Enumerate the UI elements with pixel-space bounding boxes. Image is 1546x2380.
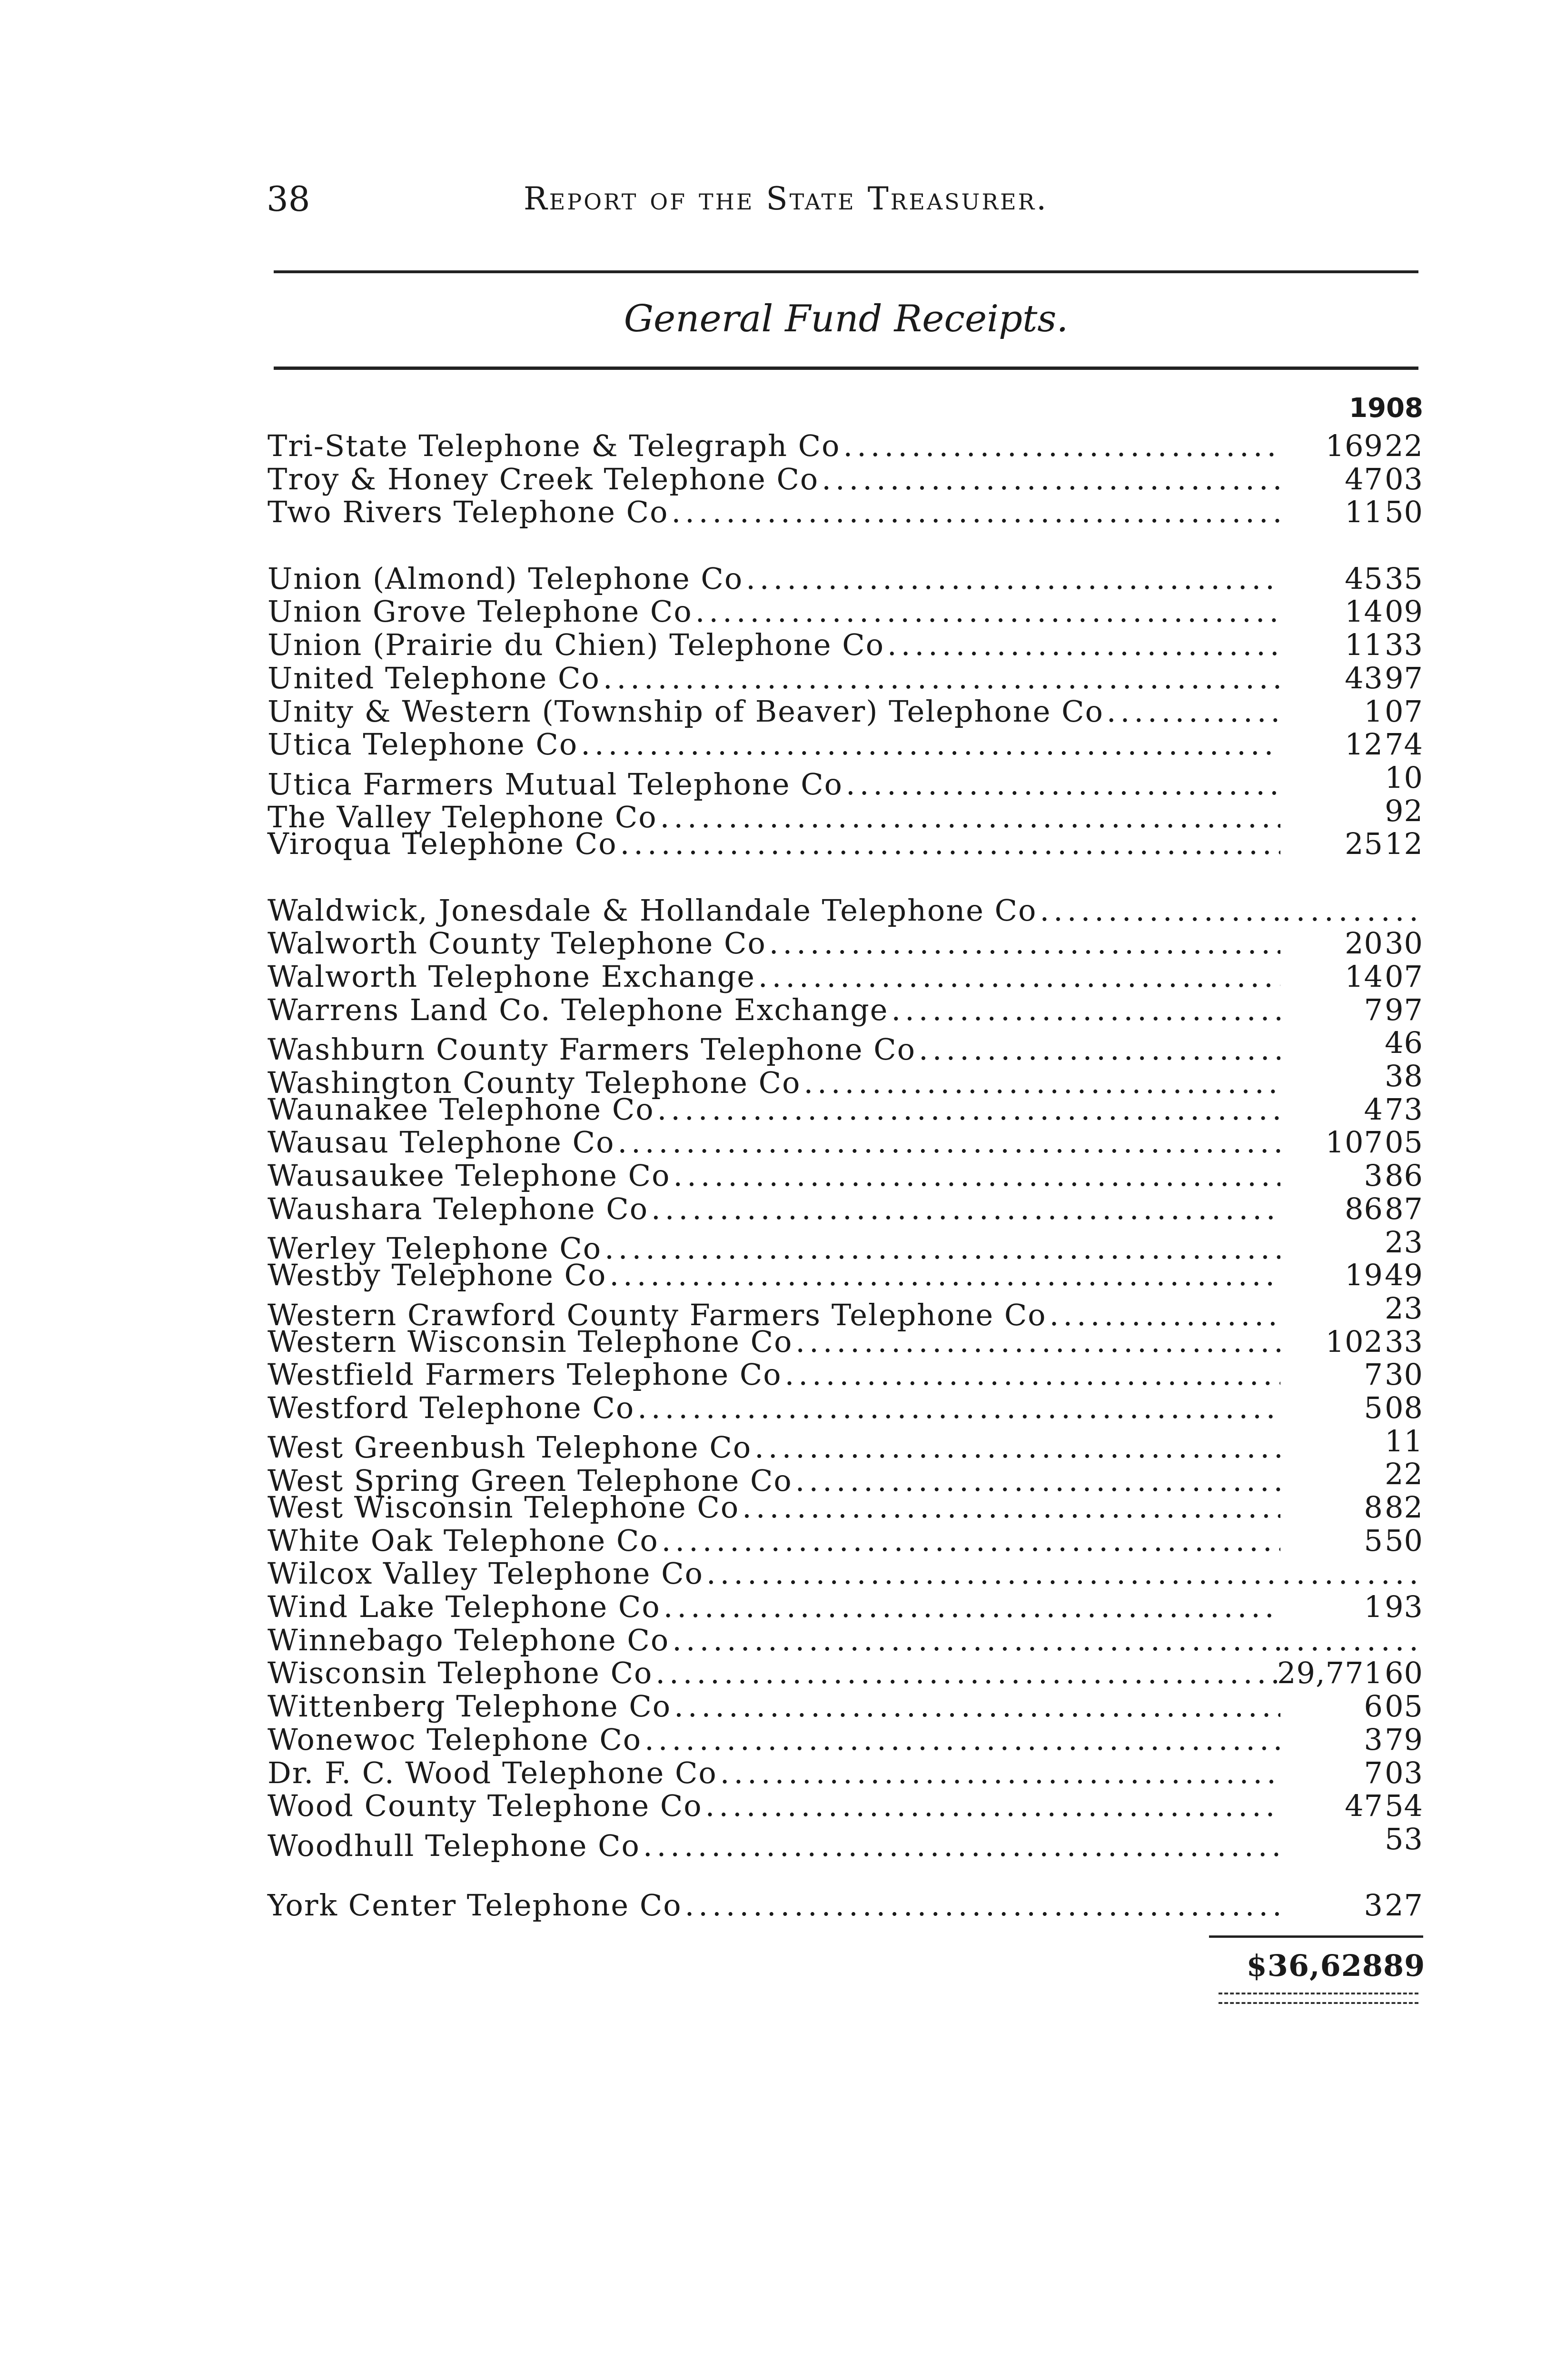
company-name: The Valley Telephone Co (268, 800, 657, 835)
dot-leader (651, 1192, 1280, 1226)
table-row (268, 1624, 1423, 1657)
table-row (268, 1491, 1423, 1524)
table-row (268, 1290, 1423, 1332)
amount (1280, 1358, 1423, 1391)
dot-leader (887, 628, 1280, 662)
amount-cents: 33 (1385, 627, 1423, 663)
company-name: Troy & Honey Creek Telephone Co (268, 461, 819, 496)
amount (1280, 562, 1423, 595)
table-row (268, 1889, 1423, 1922)
amount-cents: 97 (1385, 660, 1423, 695)
amount-nil: .......... (1281, 1622, 1423, 1657)
amount-dollars: 5 (1364, 1390, 1383, 1425)
dot-leader (671, 496, 1280, 529)
amount-dollars: 1 (1364, 1589, 1383, 1625)
table-row (268, 1590, 1423, 1624)
amount-cents: 82 (1385, 1490, 1423, 1525)
table-row (268, 1789, 1423, 1823)
dot-leader (846, 768, 1280, 801)
amount (1280, 1624, 1423, 1657)
amount-cents: 97 (1385, 992, 1423, 1027)
amount-nil: .......... (1281, 892, 1423, 928)
dot-leader (891, 993, 1280, 1027)
amount-cents: 87 (1385, 1191, 1423, 1226)
year-column-header: 1908 (1349, 393, 1423, 424)
dot-leader (746, 562, 1280, 595)
company-name: Washburn County Farmers Telephone Co (268, 1032, 916, 1067)
table-row (268, 1821, 1423, 1863)
amount (1280, 628, 1423, 662)
amount-cents: 09 (1385, 594, 1423, 629)
company-name: Westby Telephone Co (268, 1258, 607, 1293)
company-name: Wittenberg Telephone Co (268, 1689, 672, 1724)
company-name: Wisconsin Telephone Co (268, 1656, 653, 1691)
company-name: Union (Prairie du Chien) Telephone Co (268, 627, 885, 663)
amount (1280, 894, 1423, 927)
dot-leader (1107, 695, 1280, 728)
company-name: West Wisconsin Telephone Co (268, 1490, 740, 1525)
table-row (268, 496, 1423, 529)
amount-dollars: 25 (1345, 826, 1383, 862)
table-row (268, 1557, 1423, 1590)
dot-leader (637, 1391, 1280, 1425)
amount (1280, 827, 1423, 861)
amount-dollars: 7 (1364, 1357, 1383, 1392)
dot-leader (705, 1789, 1280, 1823)
amount-dollars: 86 (1345, 1191, 1383, 1226)
table-row (268, 1126, 1423, 1159)
amount-cents: 49 (1385, 1258, 1423, 1293)
amount (1280, 496, 1423, 529)
amount-cents: 30 (1385, 926, 1423, 961)
dot-leader (673, 1159, 1280, 1192)
company-name: Tri-State Telephone & Telegraph Co (268, 428, 841, 463)
amount-cents: 79 (1385, 1722, 1423, 1757)
amount-cents: 10 (1385, 760, 1423, 795)
dot-leader (822, 463, 1280, 496)
amount-cents: 46 (1385, 1025, 1423, 1061)
amount-cents: 33 (1385, 1324, 1423, 1359)
dot-leader (664, 1590, 1280, 1624)
amount-dollars: 3 (1364, 1888, 1383, 1923)
table-row (268, 1325, 1423, 1359)
table-row (268, 662, 1423, 695)
amount-cents: 60 (1385, 1656, 1423, 1691)
table-row (268, 1723, 1423, 1756)
company-name: Winnebago Telephone Co (268, 1622, 670, 1657)
double-rule (1219, 1993, 1418, 2004)
amount (1280, 960, 1423, 993)
company-name: Wonewoc Telephone Co (268, 1722, 642, 1757)
table-row (268, 1093, 1423, 1126)
dot-leader (617, 1126, 1280, 1159)
dot-leader (643, 1829, 1280, 1863)
amount-dollars: 29,771 (1277, 1656, 1383, 1691)
amount (1280, 695, 1423, 728)
amount (1280, 1259, 1423, 1292)
company-name: Viroqua Telephone Co (268, 826, 617, 862)
dot-leader (662, 1524, 1280, 1557)
amount (1280, 429, 1423, 463)
amount-cents: 05 (1385, 1689, 1423, 1724)
amount (1280, 1524, 1423, 1557)
dot-leader (674, 1690, 1280, 1723)
amount-dollars: 11 (1345, 627, 1383, 663)
dot-leader (795, 1325, 1280, 1359)
amount-dollars: 8 (1364, 1490, 1383, 1525)
amount (1280, 1126, 1423, 1159)
table-row (268, 1259, 1423, 1292)
table-row (268, 695, 1423, 728)
amount-dollars: 6 (1364, 1689, 1383, 1724)
amount-cents: 53 (1385, 1821, 1423, 1856)
table-row (268, 1656, 1423, 1690)
amount (1280, 1756, 1423, 1790)
total-dollars: $36,628 (1246, 1948, 1383, 1983)
table-row (268, 927, 1423, 960)
amount-cents: 03 (1385, 1755, 1423, 1790)
amount-cents: 11 (1385, 1423, 1423, 1458)
amount-dollars: 7 (1364, 992, 1383, 1027)
company-name: Wausau Telephone Co (268, 1125, 615, 1160)
dot-leader (742, 1491, 1280, 1524)
amount-dollars: 4 (1364, 1091, 1383, 1127)
dot-leader (672, 1624, 1280, 1657)
amount-dollars: 169 (1325, 428, 1383, 463)
company-name: Unity & Western (Township of Beaver) Telephone Co (268, 694, 1104, 729)
amount (1280, 1192, 1423, 1226)
company-name: Waushara Telephone Co (268, 1191, 649, 1226)
amount-cents: 22 (1385, 428, 1423, 463)
table-row (268, 728, 1423, 761)
amount (1280, 1823, 1423, 1856)
amount-cents: 38 (1385, 1059, 1423, 1094)
amount (1280, 761, 1423, 794)
company-name: Wood County Telephone Co (268, 1788, 703, 1824)
company-name: Western Crawford County Farmers Telephone Co (268, 1297, 1047, 1332)
amount-dollars: 102 (1325, 1324, 1383, 1359)
amount (1280, 1690, 1423, 1723)
dot-leader (754, 1431, 1280, 1464)
company-name: Wilcox Valley Telephone Co (268, 1556, 704, 1591)
amount-dollars: 47 (1345, 461, 1383, 496)
table-row (268, 827, 1423, 861)
table-row (268, 628, 1423, 662)
dot-leader (1040, 894, 1280, 927)
company-name: Walworth County Telephone Co (268, 926, 766, 961)
amount-dollars: 5 (1364, 1523, 1383, 1558)
amount-dollars: 12 (1345, 727, 1383, 762)
dot-leader (919, 1033, 1280, 1066)
amount-dollars: 14 (1345, 594, 1383, 629)
table-row (268, 960, 1423, 993)
amount (1280, 993, 1423, 1027)
amount-cents: 35 (1385, 561, 1423, 596)
amount (1280, 1325, 1423, 1359)
dot-leader (769, 927, 1280, 960)
amount-dollars: 107 (1325, 1125, 1383, 1160)
company-name: United Telephone Co (268, 660, 600, 695)
company-name: Walworth Telephone Exchange (268, 959, 755, 994)
amount (1277, 1656, 1423, 1690)
running-title: Report of the State Treasurer. (524, 180, 1049, 217)
amount-cents: 05 (1385, 1125, 1423, 1160)
amount-cents: 07 (1385, 694, 1423, 729)
company-name: Werley Telephone Co (268, 1231, 602, 1266)
table-row (268, 1192, 1423, 1226)
amount (1280, 794, 1423, 828)
amount-dollars: 20 (1345, 926, 1383, 961)
dot-leader (644, 1723, 1280, 1756)
amount-dollars: 45 (1345, 561, 1383, 596)
amount (1280, 463, 1423, 496)
table-row (268, 1358, 1423, 1391)
amount-cents: 30 (1385, 1357, 1423, 1392)
dot-leader (657, 1093, 1280, 1126)
dot-leader (609, 1259, 1280, 1292)
amount (1280, 595, 1423, 628)
total-rule (1209, 1935, 1423, 1938)
table-row (268, 993, 1423, 1027)
amount-cents: 86 (1385, 1158, 1423, 1193)
amount-cents: 12 (1385, 826, 1423, 862)
amount (1280, 1060, 1423, 1093)
table-row (268, 1224, 1423, 1266)
table-row (268, 894, 1423, 927)
amount (1280, 662, 1423, 695)
amount-cents: 07 (1385, 959, 1423, 994)
table-row (268, 562, 1423, 595)
amount (1280, 1425, 1423, 1458)
dot-leader (843, 429, 1281, 463)
table-row (268, 1756, 1423, 1790)
amount-dollars: 3 (1364, 1722, 1383, 1757)
company-name: Westford Telephone Co (268, 1390, 635, 1425)
company-name: White Oak Telephone Co (268, 1523, 659, 1558)
header-rule-top (274, 270, 1418, 273)
table-row (268, 463, 1423, 496)
dot-leader (785, 1358, 1280, 1391)
company-name: Utica Telephone Co (268, 727, 578, 762)
dot-leader (695, 595, 1280, 628)
amount-dollars: 43 (1345, 660, 1383, 695)
amount-cents: 54 (1385, 1788, 1423, 1824)
dot-leader (758, 960, 1280, 993)
amount (1280, 1889, 1423, 1922)
table-row (268, 1423, 1423, 1465)
amount-cents: 50 (1385, 1523, 1423, 1558)
amount-cents: 23 (1385, 1224, 1423, 1259)
amount-cents: 74 (1385, 727, 1423, 762)
amount (1280, 1458, 1423, 1491)
amount-cents: 93 (1385, 1589, 1423, 1625)
company-name: Woodhull Telephone Co (268, 1828, 640, 1863)
company-name: West Greenbush Telephone Co (268, 1430, 752, 1465)
table-row (268, 760, 1423, 802)
dot-leader (655, 1656, 1277, 1690)
table-row (268, 429, 1423, 463)
company-name: Two Rivers Telephone Co (268, 495, 669, 530)
amount (1280, 1159, 1423, 1192)
company-name: Washington County Telephone Co (268, 1065, 801, 1100)
amount (1280, 1789, 1423, 1823)
table-row (268, 1391, 1423, 1425)
amount-dollars: 7 (1364, 1755, 1383, 1790)
company-name: Waunakee Telephone Co (268, 1091, 654, 1127)
amount-dollars: 1 (1364, 694, 1383, 729)
company-name: Union Grove Telephone Co (268, 594, 693, 629)
dot-leader (706, 1557, 1280, 1590)
amount-dollars: 3 (1364, 1158, 1383, 1193)
amount-cents: 92 (1385, 793, 1423, 828)
page-header (267, 175, 1418, 223)
table-row (268, 595, 1423, 628)
amount-cents: 23 (1385, 1290, 1423, 1326)
amount-cents: 73 (1385, 1091, 1423, 1127)
amount (1280, 1026, 1423, 1060)
amount-dollars: 14 (1345, 959, 1383, 994)
page-number: 38 (267, 179, 310, 219)
company-name: Wausaukee Telephone Co (268, 1158, 671, 1193)
amount (1280, 1557, 1423, 1590)
amount-cents: 03 (1385, 461, 1423, 496)
amount (1280, 1491, 1423, 1524)
amount (1280, 728, 1423, 761)
amount-cents: 08 (1385, 1390, 1423, 1425)
table-row (268, 1524, 1423, 1557)
amount (1280, 1590, 1423, 1624)
company-name: Westfield Farmers Telephone Co (268, 1357, 782, 1392)
company-name: Dr. F. C. Wood Telephone Co (268, 1755, 717, 1790)
amount (1280, 1723, 1423, 1756)
amount (1280, 1391, 1423, 1425)
company-name: Wind Lake Telephone Co (268, 1589, 661, 1625)
company-name: West Spring Green Telephone Co (268, 1463, 793, 1498)
company-name: Union (Almond) Telephone Co (268, 561, 743, 596)
company-name: Warrens Land Co. Telephone Exchange (268, 992, 889, 1027)
dot-leader (603, 662, 1280, 695)
grand-total (1209, 1947, 1426, 1985)
amount (1280, 1093, 1423, 1126)
amount (1280, 927, 1423, 960)
company-name: York Center Telephone Co (268, 1888, 682, 1923)
dot-leader (620, 827, 1280, 861)
section-title: General Fund Receipts. (624, 298, 1069, 340)
amount-dollars: 19 (1345, 1258, 1383, 1293)
amount (1280, 1292, 1423, 1325)
table-row (268, 1025, 1423, 1067)
company-name: Utica Farmers Mutual Telephone Co (268, 766, 843, 802)
amount-nil: .......... (1281, 1556, 1423, 1591)
amount-cents: 50 (1385, 495, 1423, 530)
dot-leader (581, 728, 1280, 761)
company-name: Western Wisconsin Telephone Co (268, 1324, 793, 1359)
amount-cents: 27 (1385, 1888, 1423, 1923)
dot-leader (685, 1889, 1280, 1922)
table-row (268, 1690, 1423, 1723)
amount-dollars: 47 (1345, 1788, 1383, 1824)
amount (1280, 1226, 1423, 1259)
company-name: Waldwick, Jonesdale & Hollandale Telephone Co (268, 892, 1037, 928)
header-rule-bottom (274, 367, 1418, 370)
dot-leader (720, 1756, 1280, 1790)
amount-dollars: 11 (1345, 495, 1383, 530)
amount-cents: 22 (1385, 1457, 1423, 1492)
total-cents: 89 (1383, 1948, 1426, 1983)
receipts-table (268, 429, 1423, 1922)
table-row (268, 1159, 1423, 1192)
